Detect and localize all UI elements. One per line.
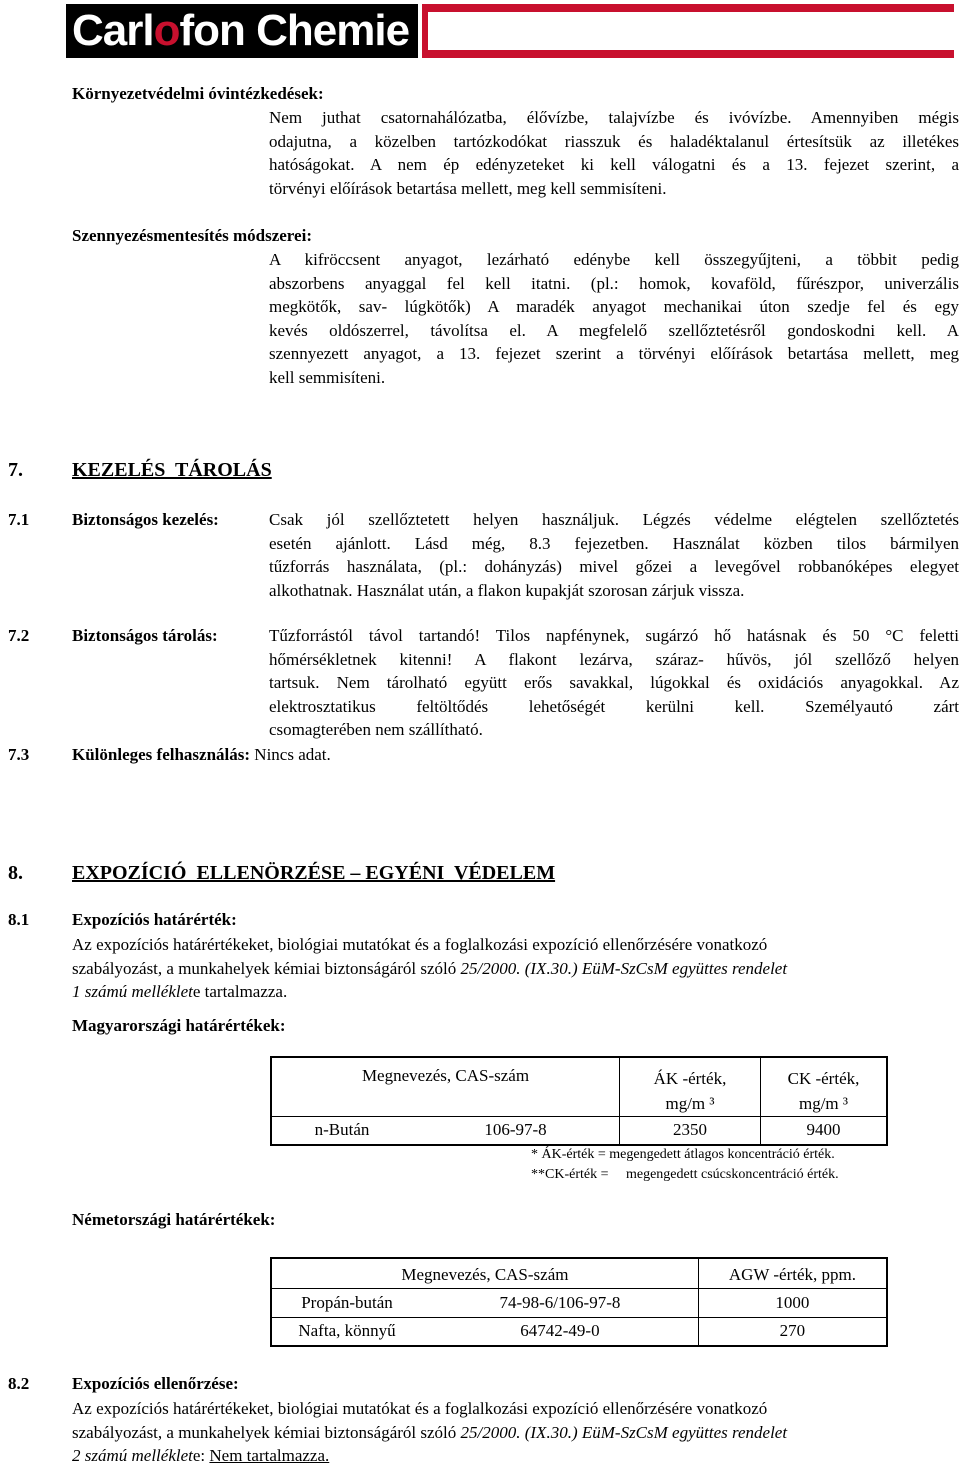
section-8-1-text xyxy=(72,933,932,1004)
section-7-3-row xyxy=(72,745,331,765)
s72-line: tartsuk. Nem tárolható együtt erős savakkal, lúgokkal és oxidációs anyagokkal. Az xyxy=(269,673,959,692)
table-header-row xyxy=(271,1057,887,1117)
hu-limits-title: Magyarországi határértékek: xyxy=(72,1016,286,1035)
section-8-2-text xyxy=(72,1397,932,1468)
hu-header-ck xyxy=(761,1057,888,1117)
logo-red-bar-inner xyxy=(428,12,954,50)
brand-part2: fon Chemie xyxy=(179,6,410,55)
env-line: odajutna, a közelben tartózkodókat riasszuk és haladéktalanul értesítsük az illetékes xyxy=(269,131,959,151)
env-line: Nem juthat csatornahálózatba, élővízbe, talajvízbe és ivóvízbe. Amennyiben mégis xyxy=(269,108,959,127)
section-7-1-number: 7.1 xyxy=(8,510,30,529)
s82-line2-plain: szabályozást, a munkahelyek kémiai biztonságáról szóló xyxy=(72,1422,461,1442)
hu-limits-table xyxy=(270,1056,888,1146)
section-8-2-label: Expozíciós ellenőrzése: xyxy=(72,1374,239,1393)
section-8-2-number: 8.2 xyxy=(8,1374,30,1393)
hu-row-cas: 106-97-8 xyxy=(412,1117,620,1145)
cleanup-line: abszorbens anyaggal fel kell itatni. (pl.: homok, kovaföld, fűrészpor, univerzális xyxy=(269,273,959,293)
de-row-cas: 64742-49-0 xyxy=(422,1317,698,1346)
s82-line3-plain: e: xyxy=(192,1446,210,1465)
logo-black-box xyxy=(66,4,418,58)
cleanup-line: szennyezett anyagot, a 13. fejezet szerint a törvényi előírások betartása mellett, meg xyxy=(269,344,959,363)
s81-line2-plain: szabályozást, a munkahelyek kémiai biztonságáról szóló xyxy=(72,958,461,978)
section-7-2-number: 7.2 xyxy=(8,626,30,645)
section-7-3-number: 7.3 xyxy=(8,745,30,764)
s71-line: esetén ajánlott. Lásd még, 8.3 fejezetben. Használat közben tilos bármilyen xyxy=(269,533,959,553)
hu-header-name: Megnevezés, CAS-szám xyxy=(271,1057,620,1117)
cleanup-line: A kifröccsent anyagot, lezárható edénybe kell összegyűjteni, a többit pedig xyxy=(269,250,959,269)
s72-line: hőmérsékletnek kitenni! A flakont lezárva, száraz- hűvös, jól szellőző helyen xyxy=(269,649,959,669)
env-line: törvényi előírások betartása mellett, meg kell semmisíteni. xyxy=(269,178,667,198)
header-logo xyxy=(66,4,954,58)
s81-regulation: 25/2000. (IX.30.) EüM-SzCsM együttes rendelet xyxy=(460,958,788,978)
table-row xyxy=(271,1288,887,1317)
section-7-3-label: Különleges felhasználás: xyxy=(72,745,251,764)
cleanup-line: megkötők, sav- lúgkötők) A maradék anyagot mechanikai úton szedje fel és egy xyxy=(269,297,959,316)
s82-line3 xyxy=(72,1444,932,1468)
section-8-number: 8. xyxy=(8,862,23,884)
s81-line2 xyxy=(72,957,932,981)
section-7-2-label: Biztonságos tárolás: xyxy=(72,626,218,645)
cleanup-title: Szennyezésmentesítés módszerei: xyxy=(72,226,312,245)
brand-o: o xyxy=(153,6,180,55)
s81-line1: Az expozíciós határértékeket, biológiai mutatókat és a foglalkozási expozíció ellenőrzésére vonatkozó xyxy=(72,935,768,954)
de-header-name: Megnevezés, CAS-szám xyxy=(271,1258,698,1288)
hu-row-ck: 9400 xyxy=(761,1117,888,1145)
de-header-agw: AGW -érték, ppm. xyxy=(698,1258,887,1288)
s82-annex: 2 számú melléklet xyxy=(72,1446,193,1465)
env-text xyxy=(269,106,959,200)
s81-line3-plain: e tartalmazza. xyxy=(192,982,288,1001)
section-8-1-label: Expozíciós határérték: xyxy=(72,910,237,929)
hu-note-ck: **CK-érték = megengedett csúcskoncentráció érték. xyxy=(531,1167,839,1182)
env-title: Környezetvédelmi óvintézkedések: xyxy=(72,84,324,103)
table-header-row xyxy=(271,1258,887,1288)
s81-annex: 1 számú melléklet xyxy=(72,982,193,1001)
hu-note-ak: * ÁK-érték = megengedett átlagos koncentráció érték. xyxy=(531,1147,835,1162)
section-7-title: KEZELÉS TÁROLÁS xyxy=(72,459,272,481)
section-7-number: 7. xyxy=(8,459,23,481)
s71-line: Csak jól szellőztetett helyen használjuk. Légzés védelme elégtelen szellőztetés xyxy=(269,510,959,529)
de-row-agw: 270 xyxy=(698,1317,887,1346)
hu-header-ck-1: CK -érték, xyxy=(787,1069,860,1088)
de-row-agw: 1000 xyxy=(698,1288,887,1317)
env-line: hatóságokat. A nem ép edényzeteket ki kell válogatni és a 13. fejezet szerint, a xyxy=(269,155,959,174)
hu-row-name: n-Bután xyxy=(271,1117,412,1145)
s82-line2 xyxy=(72,1421,932,1445)
brand-name xyxy=(72,2,409,60)
s82-line1: Az expozíciós határértékeket, biológiai mutatókat és a foglalkozási expozíció ellenőrzésére vonatkozó xyxy=(72,1399,768,1418)
section-8-title: EXPOZÍCIÓ ELLENÖRZÉSE – EGYÉNI VÉDELEM xyxy=(72,862,556,884)
s71-line: tűzforrás használata, (pl.: dohányzás) mivel gőzei a levegővel robbanóképes elegyet xyxy=(269,557,959,576)
de-limits-title: Németországi határértékek: xyxy=(72,1210,276,1229)
s82-regulation: 25/2000. (IX.30.) EüM-SzCsM együttes rendelet xyxy=(460,1422,788,1442)
cleanup-line: kevés oldószerrel, távolítsa el. A megfelelő szellőztetésről gondoskodni kell. A xyxy=(269,320,959,340)
hu-header-ak xyxy=(620,1057,761,1117)
hu-header-ak-1: ÁK -érték, xyxy=(653,1069,727,1088)
de-row-name: Propán-bután xyxy=(271,1288,422,1317)
section-7-2-text xyxy=(269,624,959,742)
section-7-3-value: Nincs adat. xyxy=(250,745,331,764)
de-row-cas: 74-98-6/106-97-8 xyxy=(422,1288,698,1317)
s72-line: elektrosztatikus feltöltődés lehetőségét kerülni kell. Személyautó zárt xyxy=(269,696,959,716)
s72-line: csomagterében nem szállítható. xyxy=(269,720,483,739)
hu-row-ak: 2350 xyxy=(620,1117,761,1145)
de-limits-table xyxy=(270,1257,888,1347)
brand-part1: Carl xyxy=(72,6,154,55)
s82-not-contained: Nem tartalmazza. xyxy=(209,1446,330,1465)
s81-line3 xyxy=(72,980,932,1004)
section-8-1-number: 8.1 xyxy=(8,910,30,929)
table-row xyxy=(271,1117,887,1145)
s72-line: Tűzforrástól távol tartandó! Tilos napfénynek, sugárzó hő hatásnak és 50 °C feletti xyxy=(269,626,959,645)
section-7-1-label: Biztonságos kezelés: xyxy=(72,510,219,529)
s71-line: alkothatnak. Használat után, a flakon kupakját szorosan zárjuk vissza. xyxy=(269,580,745,600)
section-7-1-text xyxy=(269,508,959,602)
hu-header-ak-2: mg/m ³ xyxy=(665,1094,715,1113)
table-row xyxy=(271,1317,887,1346)
de-row-name: Nafta, könnyű xyxy=(271,1317,422,1346)
cleanup-line: kell semmisíteni. xyxy=(269,367,386,387)
hu-header-ck-2: mg/m ³ xyxy=(798,1094,849,1113)
cleanup-text xyxy=(269,248,959,389)
